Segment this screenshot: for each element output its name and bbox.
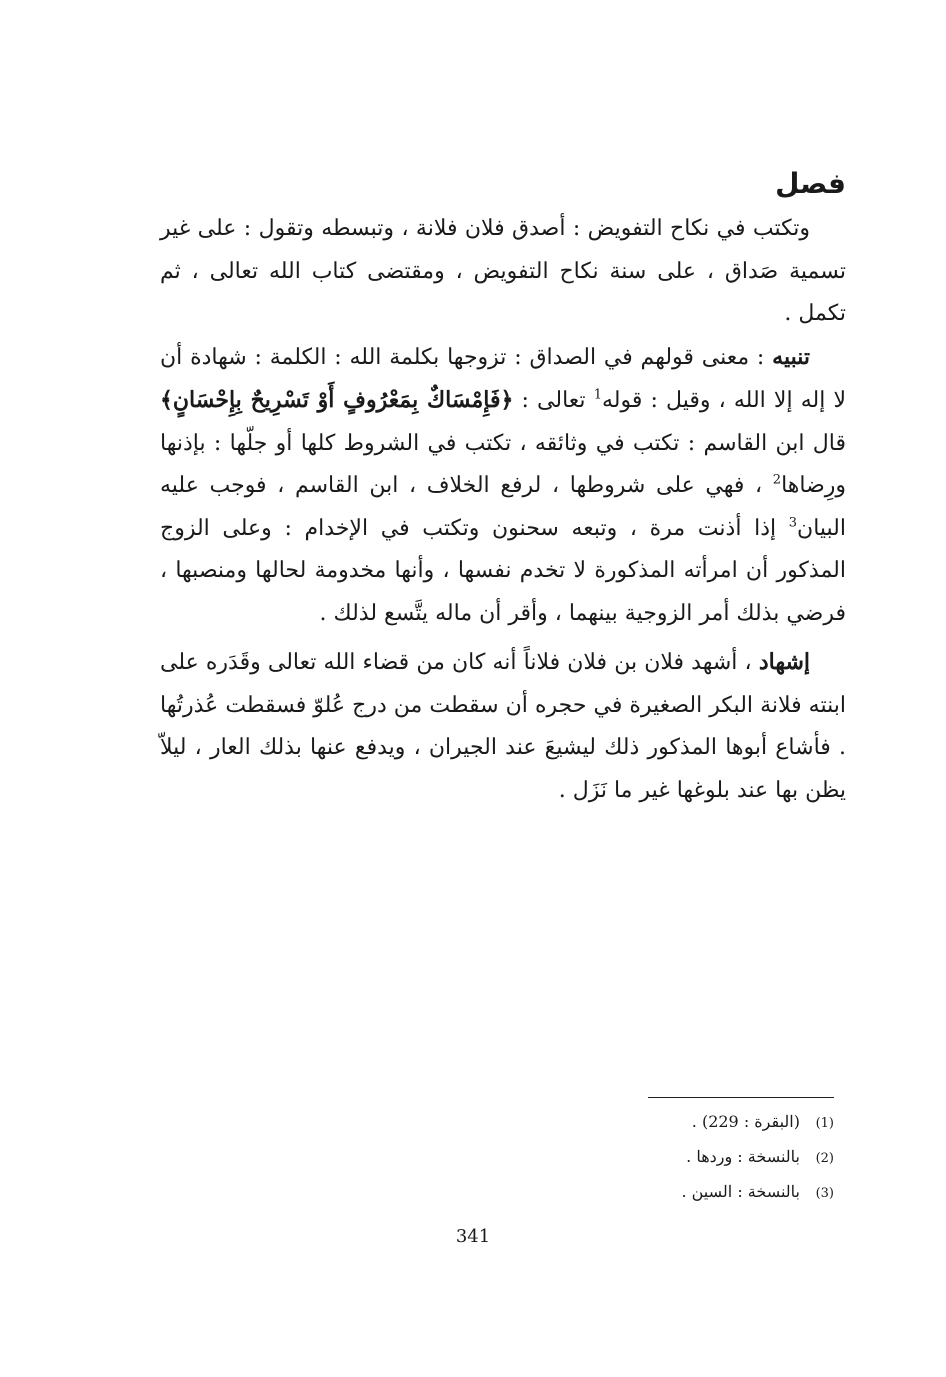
paragraph-tanbih — [160, 336, 846, 636]
main-text — [160, 160, 846, 812]
footnote-number: (1) — [815, 1116, 834, 1131]
footnote-text: بالنسخة : السين . — [681, 1182, 800, 1201]
footnote-ref-1: 1 — [593, 387, 602, 403]
footnote-number: (2) — [815, 1151, 834, 1166]
tanbih-text-4: ، فهي على شروطها ، لرفع الخلاف ، ابن القاسم ، فوجب عليه البيان — [160, 473, 846, 541]
footnote-number: (3) — [815, 1186, 834, 1201]
footnotes — [414, 1105, 834, 1210]
section-heading: فصل — [775, 167, 846, 200]
footnote-ref-3: 3 — [788, 515, 798, 531]
tanbih-text-2: تعالى : — [513, 388, 594, 413]
page-number: 341 — [455, 1226, 491, 1247]
ishhad-label: إشهاد — [758, 649, 810, 675]
ishhad-text: ، أشهد فلان بن فلان فلاناً أنه كان من قضاء الله تعالى وقَدَره على ابنته فلانة البكر الصغيرة في حجره أن سقطت من درج عُلوّ فسقطت عُذرتُها . فأشاع أبوها المذكور ذلك ليشيعَ عند الجيران ، ويدفع عنها بذلك العار ، ليلاّ يظن بها عند بلوغها غير ما نَزَل . — [160, 650, 846, 803]
footnote-item — [414, 1175, 834, 1210]
quran-verse: ﴿فَإِمْسَاكٌ بِمَعْرُوفٍ أَوْ تَسْرِيحٌ بِإِحْسَانٍ﴾ — [160, 387, 514, 413]
paragraph-ishhad — [160, 641, 846, 812]
tanbih-label: تنبيه — [772, 343, 810, 370]
tanbih-text-1: : معنى قولهم في الصداق : تزوجها بكلمة الله : الكلمة : شهادة أن لا إله إلا الله ، وقيل : قوله — [160, 344, 846, 413]
footnote-text: بالنسخة : وردها . — [686, 1147, 800, 1166]
footnote-item — [414, 1140, 834, 1175]
footnote-ref-2: 2 — [772, 472, 782, 488]
paragraph-tafwid: وتكتب في نكاح التفويض : أصدق فلان فلانة ، وتبسطه وتقول : على غير تسمية صَداق ، على سنة نكاح التفويض ، ومقتضى كتاب الله تعالى ، ثم تكمل . — [160, 216, 846, 326]
footnote-divider — [648, 1097, 834, 1098]
footnote-text: (البقرة : 229) . — [691, 1112, 800, 1131]
tanbih-text-5: إذا أذنت مرة ، وتبعه سحنون وتكتب في الإخدام : وعلى الزوج المذكور أن امرأته المذكورة لا تخدم نفسها ، وأنها مخدومة لحالها ومنصبها ، فرضي بذلك أمر الزوجية بينهما ، وأقر أن ماله يتَّسع لذلك . — [160, 515, 846, 626]
tanbih-text-3: قال ابن القاسم : تكتب في وثائقه ، تكتب في الشروط كلها أو جلّها : بإذنها ورِضاها — [160, 430, 846, 498]
footnote-item — [414, 1105, 834, 1140]
